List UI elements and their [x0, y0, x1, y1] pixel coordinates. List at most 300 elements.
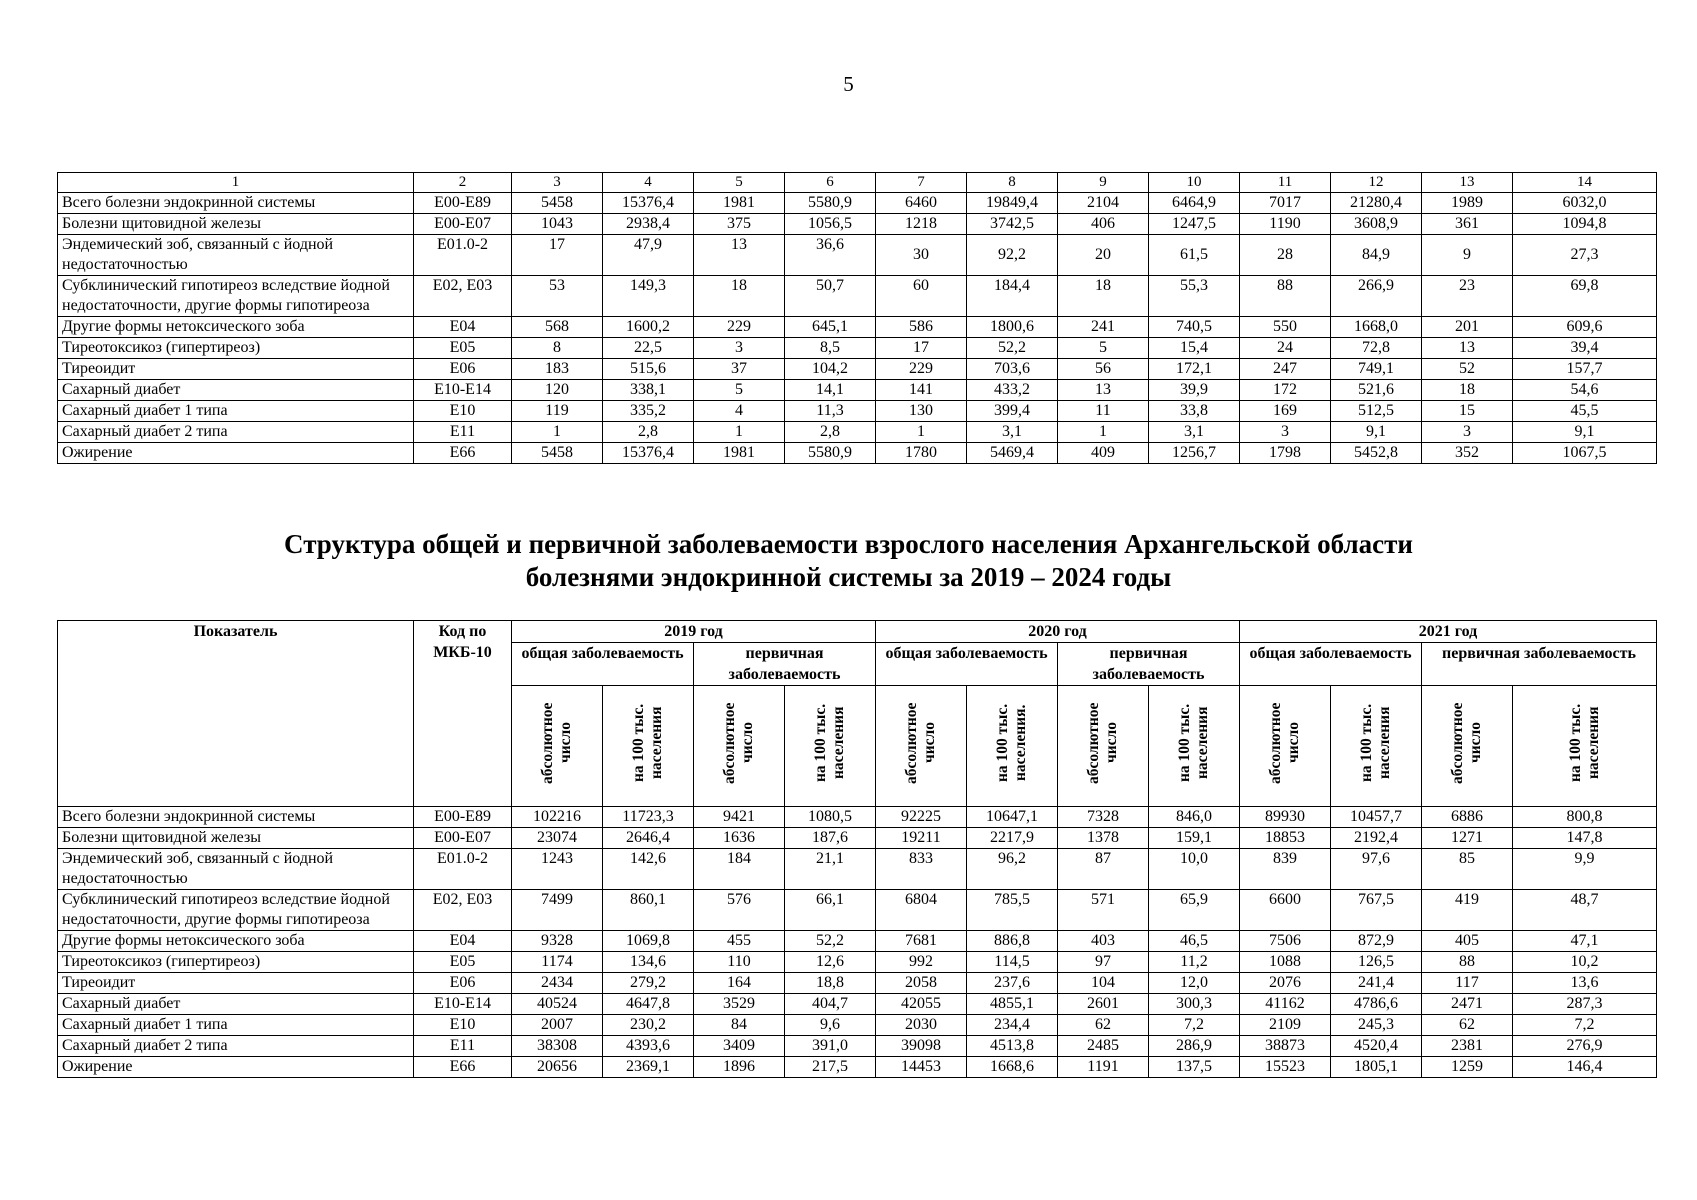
header-code: [414, 621, 512, 807]
value-cell: 3,1: [967, 422, 1058, 443]
value-cell: 184: [694, 849, 785, 890]
value-cell: 41162: [1240, 994, 1331, 1015]
row-label: Болезни щитовидной железы: [58, 828, 414, 849]
header-year-2020: 2020 год: [876, 621, 1240, 643]
header-per100k-text: на 100 тыс. населения: [1176, 703, 1211, 783]
value-cell: 4513,8: [967, 1036, 1058, 1057]
value-cell: 2217,9: [967, 828, 1058, 849]
value-cell: 9421: [694, 807, 785, 828]
value-cell: 2104: [1058, 193, 1149, 214]
value-cell: 157,7: [1513, 359, 1657, 380]
value-cell: 89930: [1240, 807, 1331, 828]
value-cell: 72,8: [1331, 338, 1422, 359]
header-year-2019: 2019 год: [512, 621, 876, 643]
value-cell: 5: [1058, 338, 1149, 359]
column-number: 4: [603, 173, 694, 193]
header-abs: [1058, 686, 1149, 807]
value-cell: 19849,4: [967, 193, 1058, 214]
row-label: Субклинический гипотиреоз вследствие йодной недостаточности, другие формы гипотиреоза: [58, 276, 414, 317]
header-indicator: Показатель: [58, 621, 414, 807]
value-cell: 287,3: [1513, 994, 1657, 1015]
value-cell: 1256,7: [1149, 443, 1240, 464]
value-cell: 12,6: [785, 952, 876, 973]
row-label: Сахарный диабет 1 типа: [58, 401, 414, 422]
value-cell: 5452,8: [1331, 443, 1422, 464]
row-code: E05: [414, 338, 512, 359]
value-cell: 17: [512, 235, 603, 276]
value-cell: 571: [1058, 890, 1149, 931]
value-cell: 53: [512, 276, 603, 317]
table-row: [58, 952, 1657, 973]
value-cell: 6032,0: [1513, 193, 1657, 214]
value-cell: 3608,9: [1331, 214, 1422, 235]
header-per100k-text: на 100 тыс. населения: [630, 703, 665, 783]
table-row: [58, 931, 1657, 952]
header-per100k: [785, 686, 876, 807]
value-cell: 97: [1058, 952, 1149, 973]
value-cell: 9,9: [1513, 849, 1657, 890]
value-cell: 10647,1: [967, 807, 1058, 828]
header-abs-text: абсолютное число: [1449, 702, 1484, 784]
value-cell: 335,2: [603, 401, 694, 422]
value-cell: 62: [1058, 1015, 1149, 1036]
value-cell: 13: [1422, 338, 1513, 359]
table-row: [58, 380, 1657, 401]
value-cell: 2109: [1240, 1015, 1331, 1036]
value-cell: 61,5: [1149, 235, 1240, 276]
value-cell: 391,0: [785, 1036, 876, 1057]
column-number: 6: [785, 173, 876, 193]
value-cell: 1: [876, 422, 967, 443]
value-cell: 110: [694, 952, 785, 973]
value-cell: 164: [694, 973, 785, 994]
value-cell: 126,5: [1331, 952, 1422, 973]
value-cell: 7,2: [1513, 1015, 1657, 1036]
column-number: 2: [414, 173, 512, 193]
value-cell: 97,6: [1331, 849, 1422, 890]
value-cell: 515,6: [603, 359, 694, 380]
table-row: [58, 276, 1657, 317]
value-cell: 338,1: [603, 380, 694, 401]
row-label: Тиреотоксикоз (гипертиреоз): [58, 952, 414, 973]
header-per100k: [1149, 686, 1240, 807]
value-cell: 9,1: [1331, 422, 1422, 443]
column-number: 7: [876, 173, 967, 193]
value-cell: 7681: [876, 931, 967, 952]
header-per100k: [1331, 686, 1422, 807]
value-cell: 37: [694, 359, 785, 380]
value-cell: 66,1: [785, 890, 876, 931]
row-code: E02, E03: [414, 890, 512, 931]
bottom-table: [57, 620, 1657, 1078]
header-abs: [1422, 686, 1513, 807]
value-cell: 2601: [1058, 994, 1149, 1015]
table-row: [58, 973, 1657, 994]
value-cell: 7,2: [1149, 1015, 1240, 1036]
table-row: [58, 359, 1657, 380]
row-label: Болезни щитовидной железы: [58, 214, 414, 235]
column-number: 10: [1149, 173, 1240, 193]
row-label: Эндемический зоб, связанный с йодной недостаточностью: [58, 235, 414, 276]
value-cell: 1259: [1422, 1057, 1513, 1078]
value-cell: 69,8: [1513, 276, 1657, 317]
value-cell: 2007: [512, 1015, 603, 1036]
row-code: E04: [414, 317, 512, 338]
header-per100k-text: на 100 тыс. населения: [812, 703, 847, 783]
value-cell: 3: [694, 338, 785, 359]
value-cell: 18,8: [785, 973, 876, 994]
value-cell: 399,4: [967, 401, 1058, 422]
value-cell: 1600,2: [603, 317, 694, 338]
value-cell: 1981: [694, 193, 785, 214]
table-row: [58, 214, 1657, 235]
value-cell: 183: [512, 359, 603, 380]
value-cell: 169: [1240, 401, 1331, 422]
value-cell: 247: [1240, 359, 1331, 380]
table-row: [58, 317, 1657, 338]
value-cell: 11: [1058, 401, 1149, 422]
value-cell: 2076: [1240, 973, 1331, 994]
value-cell: 96,2: [967, 849, 1058, 890]
value-cell: 42055: [876, 994, 967, 1015]
header-abs-text: абсолютное число: [1085, 702, 1120, 784]
value-cell: 23: [1422, 276, 1513, 317]
value-cell: 187,6: [785, 828, 876, 849]
value-cell: 149,3: [603, 276, 694, 317]
row-code: E00-E89: [414, 807, 512, 828]
value-cell: 10,2: [1513, 952, 1657, 973]
value-cell: 87: [1058, 849, 1149, 890]
row-label: Тиреоидит: [58, 973, 414, 994]
header-per100k: [603, 686, 694, 807]
value-cell: 276,9: [1513, 1036, 1657, 1057]
value-cell: 14,1: [785, 380, 876, 401]
row-label: Всего болезни эндокринной системы: [58, 807, 414, 828]
value-cell: 102216: [512, 807, 603, 828]
row-code: E06: [414, 973, 512, 994]
header-per100k-text: на 100 тыс. населения.: [994, 703, 1029, 783]
header-abs: [512, 686, 603, 807]
row-code: E11: [414, 1036, 512, 1057]
value-cell: 2646,4: [603, 828, 694, 849]
value-cell: 11,3: [785, 401, 876, 422]
column-number: 11: [1240, 173, 1331, 193]
value-cell: 4786,6: [1331, 994, 1422, 1015]
value-cell: 3409: [694, 1036, 785, 1057]
header-abs: [1240, 686, 1331, 807]
value-cell: 39,9: [1149, 380, 1240, 401]
row-code: E00-E07: [414, 828, 512, 849]
title-line-1: Структура общей и первичной заболеваемости взрослого населения Архангельской области: [284, 529, 1413, 559]
value-cell: 1043: [512, 214, 603, 235]
value-cell: 18: [1422, 380, 1513, 401]
value-cell: 872,9: [1331, 931, 1422, 952]
header-abs: [876, 686, 967, 807]
value-cell: 88: [1240, 276, 1331, 317]
value-cell: 39098: [876, 1036, 967, 1057]
table-row: [58, 401, 1657, 422]
value-cell: 992: [876, 952, 967, 973]
value-cell: 1981: [694, 443, 785, 464]
value-cell: 6600: [1240, 890, 1331, 931]
value-cell: 2058: [876, 973, 967, 994]
value-cell: 46,5: [1149, 931, 1240, 952]
value-cell: 9: [1422, 235, 1513, 276]
value-cell: 184,4: [967, 276, 1058, 317]
row-code: E05: [414, 952, 512, 973]
row-code: E11: [414, 422, 512, 443]
table-row: [58, 235, 1657, 276]
header-code-line-2: МКБ-10: [433, 644, 492, 661]
header-abs-text: абсолютное число: [539, 702, 574, 784]
value-cell: 1271: [1422, 828, 1513, 849]
value-cell: 586: [876, 317, 967, 338]
value-cell: 6804: [876, 890, 967, 931]
value-cell: 172,1: [1149, 359, 1240, 380]
value-cell: 2,8: [603, 422, 694, 443]
value-cell: 512,5: [1331, 401, 1422, 422]
value-cell: 47,1: [1513, 931, 1657, 952]
value-cell: 846,0: [1149, 807, 1240, 828]
row-code: E10: [414, 1015, 512, 1036]
value-cell: 241,4: [1331, 973, 1422, 994]
value-cell: 2434: [512, 973, 603, 994]
table-row: [58, 890, 1657, 931]
column-number: 8: [967, 173, 1058, 193]
value-cell: 20: [1058, 235, 1149, 276]
value-cell: 10457,7: [1331, 807, 1422, 828]
title-line-2: болезнями эндокринной системы за 2019 – 2024 годы: [525, 562, 1172, 592]
table-row: [58, 828, 1657, 849]
row-code: E10-E14: [414, 994, 512, 1015]
value-cell: 2,8: [785, 422, 876, 443]
value-cell: 9328: [512, 931, 603, 952]
value-cell: 1378: [1058, 828, 1149, 849]
value-cell: 27,3: [1513, 235, 1657, 276]
value-cell: 375: [694, 214, 785, 235]
value-cell: 568: [512, 317, 603, 338]
value-cell: 36,6: [785, 235, 876, 276]
header-abs: [694, 686, 785, 807]
column-number: 14: [1513, 173, 1657, 193]
value-cell: 1218: [876, 214, 967, 235]
table-row: [58, 849, 1657, 890]
value-cell: 45,5: [1513, 401, 1657, 422]
value-cell: 5580,9: [785, 443, 876, 464]
value-cell: 1094,8: [1513, 214, 1657, 235]
value-cell: 1: [1058, 422, 1149, 443]
header-general-2020: общая заболеваемость: [876, 643, 1058, 686]
value-cell: 7506: [1240, 931, 1331, 952]
value-cell: 245,3: [1331, 1015, 1422, 1036]
row-code: E00-E07: [414, 214, 512, 235]
value-cell: 3: [1422, 422, 1513, 443]
value-cell: 14453: [876, 1057, 967, 1078]
row-code: E04: [414, 931, 512, 952]
value-cell: 1191: [1058, 1057, 1149, 1078]
value-cell: 404,7: [785, 994, 876, 1015]
value-cell: 146,4: [1513, 1057, 1657, 1078]
header-per100k: [967, 686, 1058, 807]
value-cell: 65,9: [1149, 890, 1240, 931]
value-cell: 13: [694, 235, 785, 276]
value-cell: 18: [1058, 276, 1149, 317]
value-cell: 117: [1422, 973, 1513, 994]
value-cell: 28: [1240, 235, 1331, 276]
value-cell: 230,2: [603, 1015, 694, 1036]
value-cell: 300,3: [1149, 994, 1240, 1015]
value-cell: 749,1: [1331, 359, 1422, 380]
value-cell: 39,4: [1513, 338, 1657, 359]
value-cell: 114,5: [967, 952, 1058, 973]
value-cell: 1636: [694, 828, 785, 849]
row-label: Ожирение: [58, 1057, 414, 1078]
value-cell: 241: [1058, 317, 1149, 338]
value-cell: 645,1: [785, 317, 876, 338]
value-cell: 13,6: [1513, 973, 1657, 994]
value-cell: 201: [1422, 317, 1513, 338]
value-cell: 24: [1240, 338, 1331, 359]
value-cell: 7017: [1240, 193, 1331, 214]
value-cell: 120: [512, 380, 603, 401]
value-cell: 2192,4: [1331, 828, 1422, 849]
value-cell: 141: [876, 380, 967, 401]
row-code: E10-E14: [414, 380, 512, 401]
header-primary-2019: первичная заболеваемость: [694, 643, 876, 686]
value-cell: 609,6: [1513, 317, 1657, 338]
value-cell: 119: [512, 401, 603, 422]
table-row: [58, 807, 1657, 828]
value-cell: 20656: [512, 1057, 603, 1078]
value-cell: 403: [1058, 931, 1149, 952]
header-year-2021: 2021 год: [1240, 621, 1657, 643]
value-cell: 406: [1058, 214, 1149, 235]
table-row: [58, 193, 1657, 214]
value-cell: 15,4: [1149, 338, 1240, 359]
value-cell: 134,6: [603, 952, 694, 973]
value-cell: 6464,9: [1149, 193, 1240, 214]
row-label: Ожирение: [58, 443, 414, 464]
value-cell: 785,5: [967, 890, 1058, 931]
row-label: Тиреотоксикоз (гипертиреоз): [58, 338, 414, 359]
header-per100k-text: на 100 тыс. населения: [1566, 703, 1602, 783]
value-cell: 767,5: [1331, 890, 1422, 931]
value-cell: 5469,4: [967, 443, 1058, 464]
value-cell: 1174: [512, 952, 603, 973]
row-code: E01.0-2: [414, 235, 512, 276]
header-general-2019: общая заболеваемость: [512, 643, 694, 686]
row-label: Другие формы нетоксического зоба: [58, 317, 414, 338]
column-number: 1: [58, 173, 414, 193]
value-cell: 234,4: [967, 1015, 1058, 1036]
value-cell: 38873: [1240, 1036, 1331, 1057]
value-cell: 15376,4: [603, 193, 694, 214]
value-cell: 4393,6: [603, 1036, 694, 1057]
value-cell: 1798: [1240, 443, 1331, 464]
header-primary-2020: первичная заболеваемость: [1058, 643, 1240, 686]
header-primary-2021: первичная заболеваемость: [1422, 643, 1657, 686]
value-cell: 60: [876, 276, 967, 317]
value-cell: 2030: [876, 1015, 967, 1036]
value-cell: 2471: [1422, 994, 1513, 1015]
header-abs-text: абсолютное число: [1267, 702, 1302, 784]
value-cell: 3529: [694, 994, 785, 1015]
table-row: [58, 443, 1657, 464]
value-cell: 1190: [1240, 214, 1331, 235]
value-cell: 52,2: [785, 931, 876, 952]
value-cell: 19211: [876, 828, 967, 849]
value-cell: 703,6: [967, 359, 1058, 380]
value-cell: 55,3: [1149, 276, 1240, 317]
value-cell: 15: [1422, 401, 1513, 422]
value-cell: 1: [512, 422, 603, 443]
row-label: Тиреоидит: [58, 359, 414, 380]
table-row: [58, 422, 1657, 443]
value-cell: 433,2: [967, 380, 1058, 401]
value-cell: 159,1: [1149, 828, 1240, 849]
page-number: 5: [843, 72, 854, 96]
value-cell: 5: [694, 380, 785, 401]
value-cell: 4520,4: [1331, 1036, 1422, 1057]
value-cell: 22,5: [603, 338, 694, 359]
value-cell: 85: [1422, 849, 1513, 890]
table-row: [58, 1057, 1657, 1078]
value-cell: 4855,1: [967, 994, 1058, 1015]
row-label: Сахарный диабет: [58, 994, 414, 1015]
column-number: 12: [1331, 173, 1422, 193]
value-cell: 13: [1058, 380, 1149, 401]
table-row: [58, 1015, 1657, 1036]
value-cell: 10,0: [1149, 849, 1240, 890]
value-cell: 137,5: [1149, 1057, 1240, 1078]
row-label: Другие формы нетоксического зоба: [58, 931, 414, 952]
value-cell: 1805,1: [1331, 1057, 1422, 1078]
value-cell: 860,1: [603, 890, 694, 931]
row-code: E01.0-2: [414, 849, 512, 890]
value-cell: 21280,4: [1331, 193, 1422, 214]
row-code: E66: [414, 1057, 512, 1078]
row-code: E10: [414, 401, 512, 422]
value-cell: 92,2: [967, 235, 1058, 276]
value-cell: 88: [1422, 952, 1513, 973]
value-cell: 104,2: [785, 359, 876, 380]
value-cell: 8,5: [785, 338, 876, 359]
value-cell: 352: [1422, 443, 1513, 464]
value-cell: 18: [694, 276, 785, 317]
value-cell: 52: [1422, 359, 1513, 380]
table-row: [58, 994, 1657, 1015]
page-title: [0, 528, 1697, 594]
value-cell: 7499: [512, 890, 603, 931]
value-cell: 361: [1422, 214, 1513, 235]
value-cell: 1780: [876, 443, 967, 464]
value-cell: 17: [876, 338, 967, 359]
value-cell: 1668,0: [1331, 317, 1422, 338]
row-label: Субклинический гипотиреоз вследствие йодной недостаточности, другие формы гипотиреоза: [58, 890, 414, 931]
value-cell: 62: [1422, 1015, 1513, 1036]
row-code: E02, E03: [414, 276, 512, 317]
value-cell: 1896: [694, 1057, 785, 1078]
value-cell: 18853: [1240, 828, 1331, 849]
value-cell: 130: [876, 401, 967, 422]
value-cell: 21,1: [785, 849, 876, 890]
value-cell: 30: [876, 235, 967, 276]
value-cell: 15376,4: [603, 443, 694, 464]
value-cell: 279,2: [603, 973, 694, 994]
value-cell: 5458: [512, 443, 603, 464]
value-cell: 5580,9: [785, 193, 876, 214]
value-cell: 4647,8: [603, 994, 694, 1015]
